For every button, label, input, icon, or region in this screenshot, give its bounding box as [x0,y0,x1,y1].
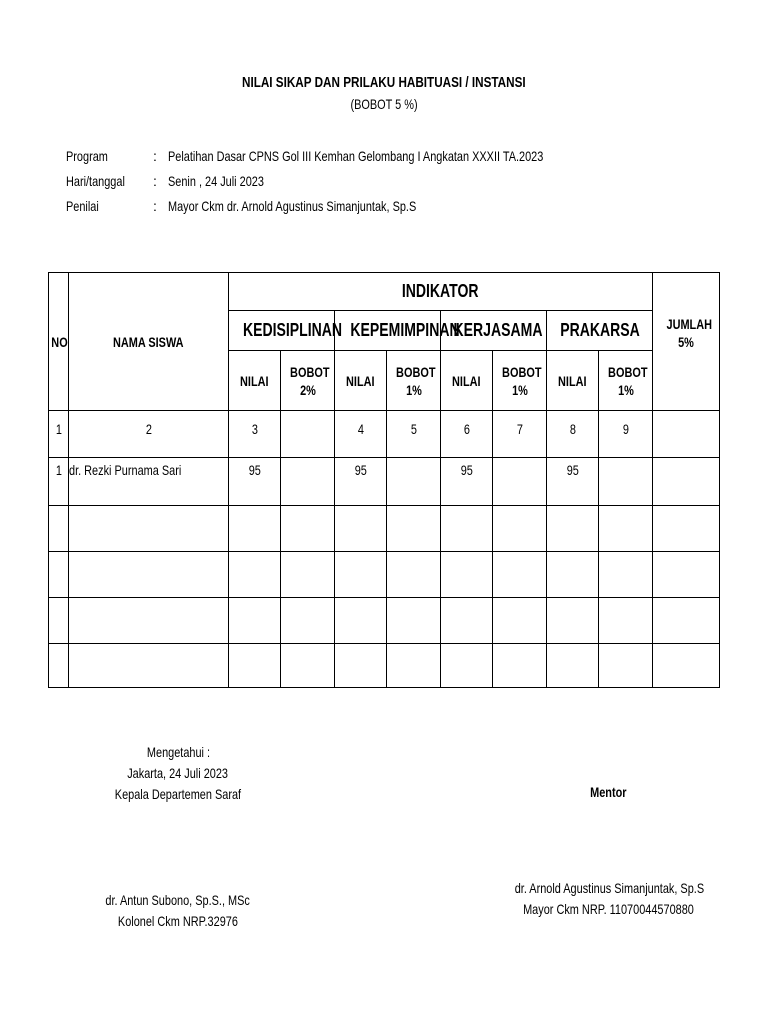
column-number: 7 [493,411,547,458]
sub-nilai: NILAI [229,351,281,411]
cell-empty [49,598,69,644]
cell-empty [493,644,547,688]
column-number: 1 [49,411,69,458]
group-leadership: KEPEMIMPINAN [335,311,441,351]
cell-empty [49,506,69,552]
group-discipline: KEDISIPLINAN [229,311,335,351]
signature-left-header [78,742,278,805]
signature-left-name [78,890,278,932]
cell-empty [49,644,69,688]
sub-bobot: BOBOT 1% [599,351,653,411]
sub-bobot: BOBOT 1% [493,351,547,411]
sub-nilai: NILAI [335,351,387,411]
acknowledged-label: Mengetahui : [146,744,210,760]
signer-rank: Mayor Ckm NRP. 11070044570880 [522,901,694,917]
cell-empty [229,552,281,598]
cell-empty [599,552,653,598]
sub-bobot: BOBOT 1% [387,351,441,411]
column-number: 5 [387,411,441,458]
cell-empty [335,506,387,552]
cell-empty [335,552,387,598]
header-total: JUMLAH 5% [653,273,720,411]
cell-empty [387,644,441,688]
cell-empty [599,598,653,644]
sub-nilai: NILAI [441,351,493,411]
cell-empty [387,598,441,644]
header-indicator: INDIKATOR [229,273,653,311]
cell-empty [493,506,547,552]
mentor-title: Mentor [589,784,627,800]
cell-empty [229,598,281,644]
cell-value [493,458,547,506]
meta-label-date: Hari/tanggal [66,173,125,189]
cell-empty [653,552,720,598]
cell-empty [69,598,229,644]
cell-empty [387,506,441,552]
cell-empty [653,506,720,552]
cell-empty [69,552,229,598]
cell-empty [49,552,69,598]
group-teamwork: KERJASAMA [441,311,547,351]
cell-empty [441,644,493,688]
cell-empty [335,644,387,688]
sub-bobot: BOBOT 2% [281,351,335,411]
cell-value [599,458,653,506]
cell-empty [335,598,387,644]
table-row [49,644,720,688]
column-number [281,411,335,458]
sub-nilai: NILAI [547,351,599,411]
signer-name: dr. Arnold Agustinus Simanjuntak, Sp.S [514,880,705,896]
grade-table [48,272,720,688]
cell-empty [599,644,653,688]
table-row [49,458,720,506]
cell-empty [547,598,599,644]
cell-empty [547,506,599,552]
cell-empty [547,552,599,598]
table-row [49,598,720,644]
column-number [653,411,720,458]
cell-empty [229,644,281,688]
cell-empty [281,506,335,552]
cell-empty [281,598,335,644]
column-number-row [49,411,720,458]
group-initiative: PRAKARSA [547,311,653,351]
meta-colon: : [153,198,157,214]
signer-name: dr. Antun Subono, Sp.S., MSc [105,892,251,908]
signer-rank: Kolonel Ckm NRP.32976 [118,913,238,929]
document-subtitle: (BOBOT 5 %) [350,96,418,112]
column-number: 6 [441,411,493,458]
cell-empty [229,506,281,552]
meta-value-assessor: Mayor Ckm dr. Arnold Agustinus Simanjuntak, Sp.S [168,198,417,214]
document-title: NILAI SIKAP DAN PRILAKU HABITUASI / INSTANSI [242,74,526,91]
cell-no: 1 [49,458,69,506]
cell-empty [547,644,599,688]
column-number: 3 [229,411,281,458]
cell-empty [281,552,335,598]
column-number: 2 [69,411,229,458]
cell-value [387,458,441,506]
cell-empty [493,598,547,644]
cell-value: 95 [229,458,281,506]
table-row [49,552,720,598]
meta-value-program: Pelatihan Dasar CPNS Gol III Kemhan Gelombang I Angkatan XXXII TA.2023 [168,148,544,164]
department-title: Kepala Departemen Saraf [114,786,242,802]
cell-empty [653,598,720,644]
column-number: 4 [335,411,387,458]
cell-empty [441,506,493,552]
cell-empty [493,552,547,598]
cell-value: 95 [335,458,387,506]
header-name: NAMA SISWA [69,273,229,411]
meta-value-date: Senin , 24 Juli 2023 [168,173,264,189]
column-number: 8 [547,411,599,458]
meta-label-assessor: Penilai [66,198,99,214]
cell-empty [69,644,229,688]
cell-value [281,458,335,506]
meta-colon: : [153,148,157,164]
cell-name: dr. Rezki Purnama Sari [69,458,229,506]
cell-empty [441,552,493,598]
signature-right-name [488,878,728,920]
cell-empty [599,506,653,552]
cell-empty [441,598,493,644]
cell-value: 95 [441,458,493,506]
cell-empty [69,506,229,552]
cell-value: 95 [547,458,599,506]
place-date: Jakarta, 24 Juli 2023 [127,765,229,781]
cell-value [653,458,720,506]
cell-empty [653,644,720,688]
cell-empty [387,552,441,598]
header-no: NO [49,273,69,411]
meta-label-program: Program [66,148,108,164]
table-row [49,506,720,552]
cell-empty [281,644,335,688]
meta-colon: : [153,173,157,189]
column-number: 9 [599,411,653,458]
